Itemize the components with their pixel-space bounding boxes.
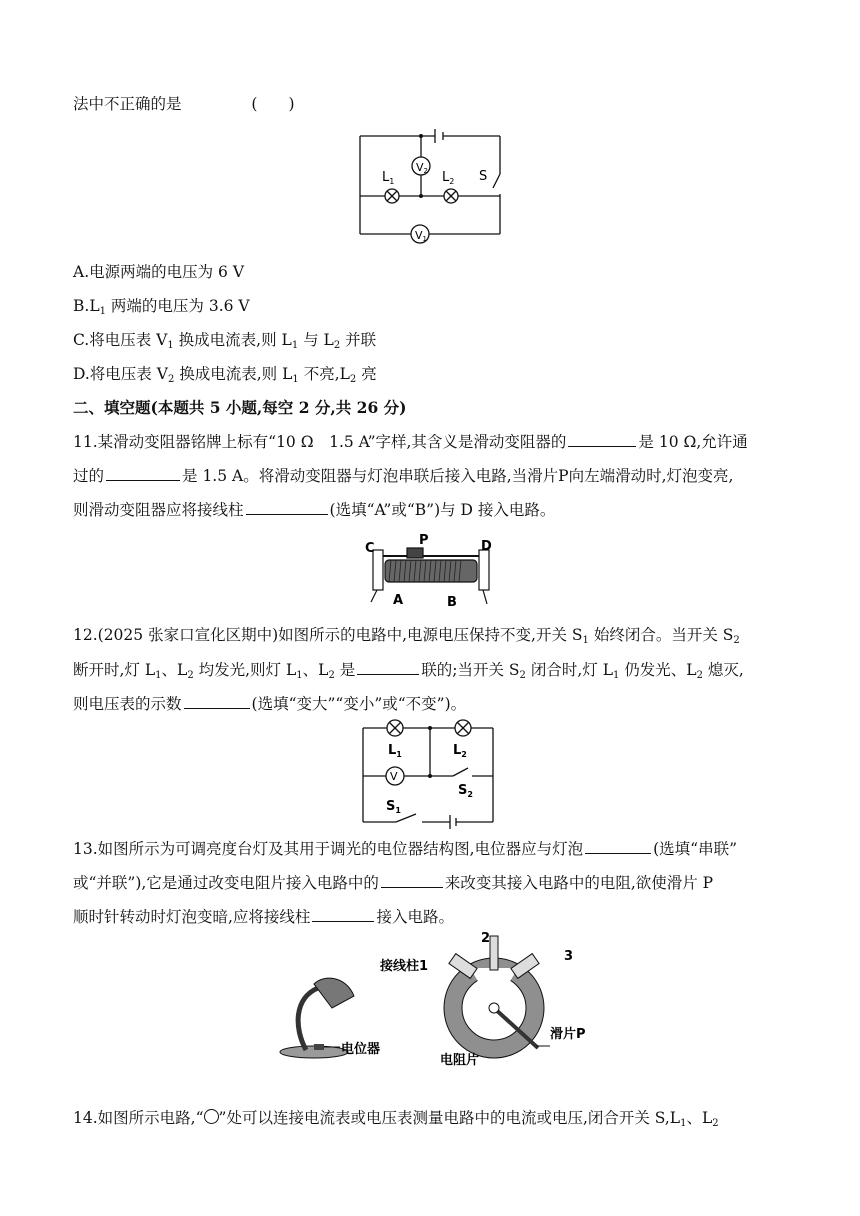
rheostat-figure: [363, 530, 501, 610]
blank[interactable]: [246, 499, 328, 515]
label-b: B: [447, 595, 457, 610]
q12-circuit-diagram: [358, 716, 498, 832]
l1-label: $L_1$: [388, 743, 402, 759]
section-title: 二、填空题(本题共 5 小题,每空 2 分,共 26 分): [73, 398, 407, 417]
answer-paren: ( ): [251, 95, 295, 113]
v2-label: V2: [416, 161, 428, 175]
option-c: C.将电压表 $V_1$ 换成电流表,则 $L_1$ 与 $L_2$ 并联: [73, 331, 377, 351]
q10-stem-text: 法中不正确的是: [73, 95, 182, 113]
terminal-3-label: 3: [564, 949, 574, 964]
potentiometer-figure: [378, 928, 588, 1068]
resistor-label: 电阻片: [440, 1053, 480, 1068]
blank[interactable]: [106, 465, 180, 481]
blank[interactable]: [585, 838, 651, 854]
q14-line1: 14.如图所示电路,“ ”处可以连接电流表或电压表测量电路中的电流或电压,闭合开关 $S,L_1$、$L_2$: [73, 1109, 719, 1129]
option-b: $B.L_1$ 两端的电压为 3.6 V: [73, 297, 250, 317]
s1-label: $S_1$: [386, 799, 401, 815]
q13-line3: 顺时针转动时灯泡变暗,应将接线柱 接入电路。: [73, 908, 454, 926]
desk-lamp-figure: [274, 968, 394, 1068]
q13-line2: 或“并联”),它是通过改变电阻片接入电路中的 来改变其接入电路中的电阻,欲使滑片 P: [73, 874, 714, 892]
blank[interactable]: [312, 906, 374, 922]
q11-line1: 11.某滑动变阻器铭牌上标有“10 Ω 1.5 A”字样,其含义是滑动变阻器的 是 10 Ω,允许通: [73, 433, 748, 451]
switch-label: S: [479, 169, 488, 184]
label-d: D: [481, 539, 492, 554]
l1-label: $L_1$: [382, 170, 395, 186]
blank[interactable]: [568, 431, 636, 447]
q10-circuit-diagram: [355, 126, 505, 244]
q11-line3: 则滑动变阻器应将接线柱 (选填“A”或“B”)与 D 接入电路。: [73, 501, 556, 519]
slider-label: 滑片P: [550, 1027, 586, 1042]
q12-line1: 12.(2025 张家口宣化区期中)如图所示的电路中,电源电压保持不变,开关 $S_1$ 始终闭合。当开关 $S_2$: [73, 626, 740, 646]
option-d: D.将电压表 $V_2$ 换成电流表,则 $L_1$ 不亮$,L_2$ 亮: [73, 365, 377, 385]
v1-label: V1: [415, 229, 427, 243]
q11-line2: 过的 是 1.5 A。将滑动变阻器与灯泡串联后接入电路,当滑片P向左端滑动时,灯泡变亮,: [73, 467, 734, 485]
terminal-1-label: 接线柱1: [380, 959, 429, 974]
q12-line2: 断开时,灯 $L_1$、$L_2$ 均发光,则灯 $L_1$、$L_2$ 是 联的;当开关 $S_2$ 闭合时,灯 $L_1$ 仍发光、$L_2$ 熄灭,: [73, 661, 744, 681]
q10-stem: [73, 94, 295, 114]
label-p: P: [419, 533, 429, 548]
blank[interactable]: [357, 659, 419, 675]
blank[interactable]: [381, 872, 443, 888]
s2-label: $S_2$: [458, 783, 473, 799]
label-c: C: [365, 541, 375, 556]
l2-label: $L_2$: [453, 743, 467, 759]
terminal-2-label: 2: [481, 931, 491, 946]
potentiometer-label: 电位器: [341, 1042, 381, 1057]
option-a: A.电源两端的电压为 6 V: [73, 263, 245, 281]
q12-line3: 则电压表的示数 (选填“变大”“变小”或“不变”)。: [73, 695, 467, 713]
blank[interactable]: [184, 693, 250, 709]
l2-label: $L_2$: [442, 170, 455, 186]
label-a: A: [393, 593, 404, 608]
voltmeter-label: V: [390, 770, 398, 783]
q13-line1: 13.如图所示为可调亮度台灯及其用于调光的电位器结构图,电位器应与灯泡 (选填“串联”: [73, 840, 737, 858]
meter-circle-icon: [204, 1109, 219, 1124]
